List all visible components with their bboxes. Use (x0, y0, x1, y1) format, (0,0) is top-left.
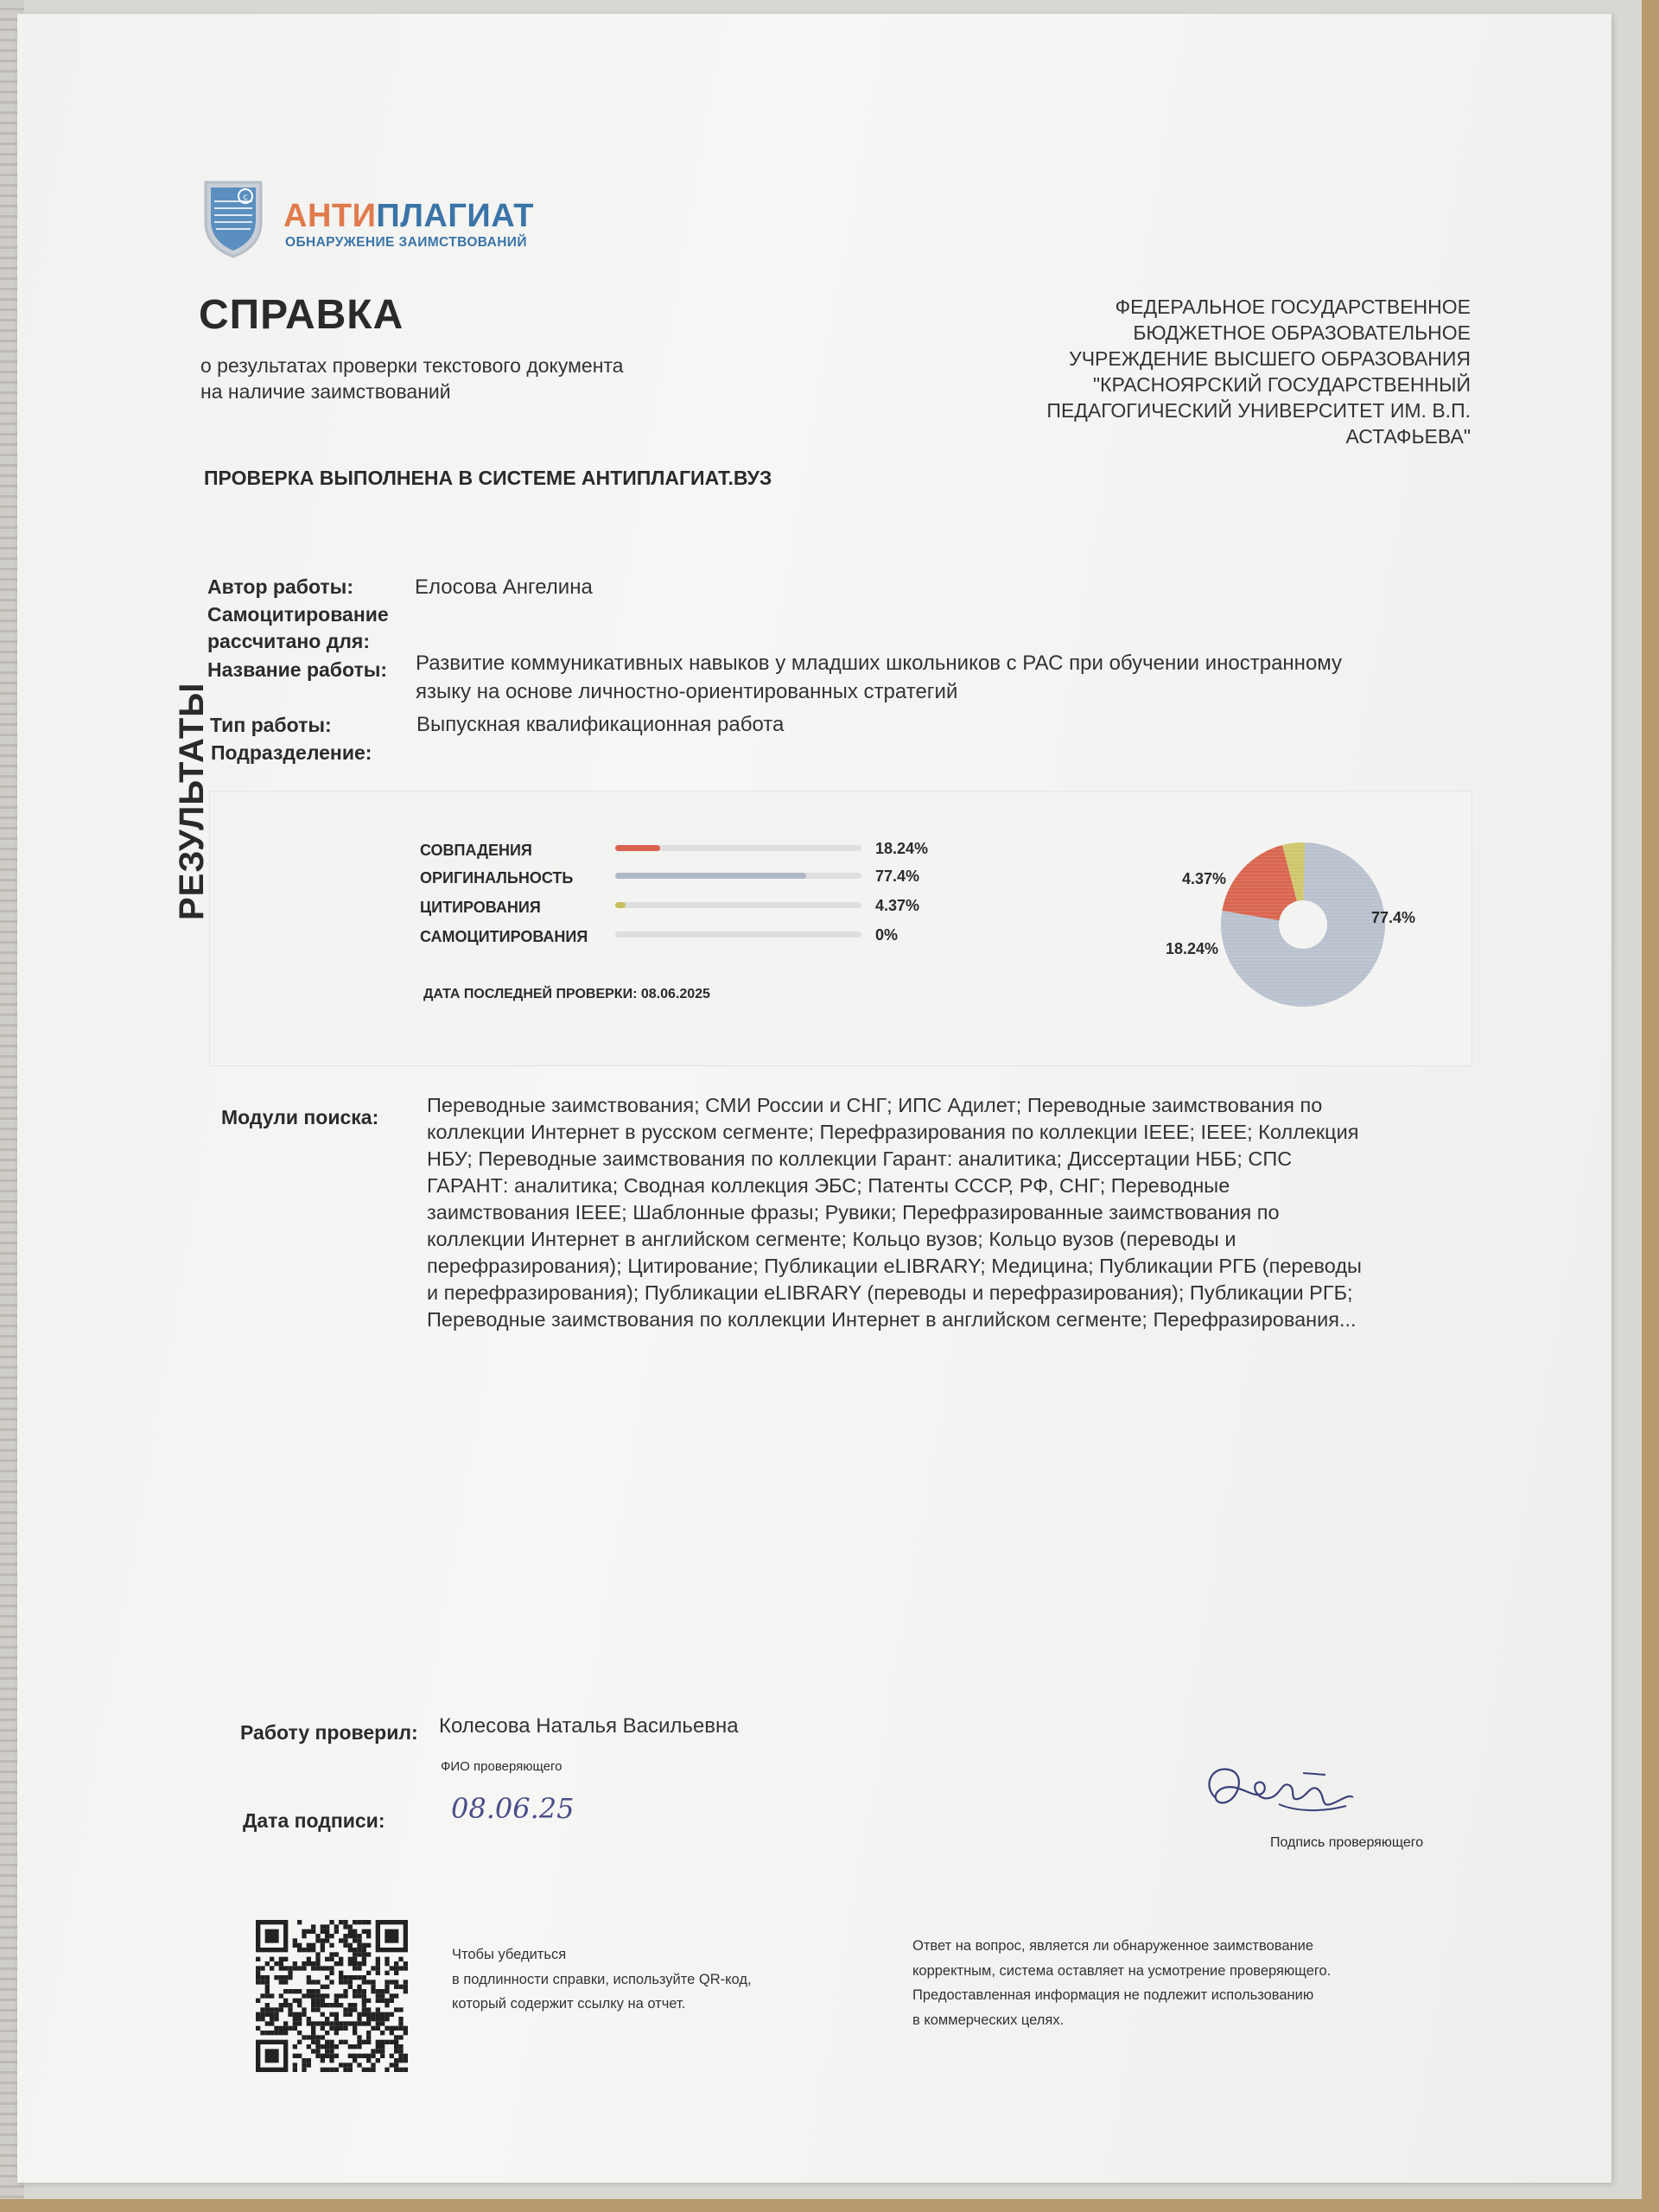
metric-bar-fill (615, 873, 806, 879)
modules-line: заимствования IEEE; Шаблонные фразы; Рувики; Перефразированные заимствования по (427, 1201, 1280, 1224)
disclaimer-line: корректным, система оставляет на усмотрение проверяющего. (912, 1962, 1332, 1979)
pie-label-matches: 18.24% (1166, 940, 1219, 957)
modules-line: Переводные заимствования по коллекции Интернет в английском сегменте; Перефразирования... (427, 1308, 1357, 1331)
selfcite-label-line: рассчитано для: (207, 630, 370, 652)
metric-value: 0% (875, 926, 899, 944)
organization-name (1011, 294, 1471, 449)
logo-wordmark: АНТИПЛАГИАТ (283, 198, 534, 234)
disclaimer-line: в коммерческих целях. (912, 2012, 1065, 2028)
last-check-date: ДАТА ПОСЛЕДНЕЙ ПРОВЕРКИ: 08.06.2025 (423, 987, 710, 1001)
qr-note-line: который содержит ссылку на отчет. (452, 1996, 686, 2012)
metric-bar-fill (615, 845, 660, 851)
work-type-value: Выпускная квалификационная работа (416, 713, 785, 736)
work-type-label: Тип работы: (210, 714, 332, 736)
signature-caption: Подпись проверяющего (1270, 1835, 1424, 1850)
work-title-line: Развитие коммуникативных навыков у младших школьников с РАС при обучении иностранному (416, 652, 1343, 675)
metric-bar-track (615, 873, 861, 879)
metric-value: 77.4% (875, 868, 920, 885)
modules-line: перефразирования); Цитирование; Публикации eLIBRARY; Медицина; Публикации РГБ (переводы (427, 1255, 1362, 1277)
metric-value: 4.37% (875, 897, 920, 914)
work-title-label: Название работы: (207, 658, 388, 681)
qr-note-line: в подлинности справки, используйте QR-код, (452, 1971, 752, 1987)
results-heading: РЕЗУЛЬТАТЫ (173, 682, 211, 920)
metric-bar-fill (615, 902, 626, 908)
metric-bar-track (615, 902, 861, 908)
modules-line: коллекции Интернет в английском сегменте; Кольцо вузов; Кольцо вузов (переводы и (427, 1228, 1236, 1250)
org-line: "КРАСНОЯРСКИЙ ГОСУДАРСТВЕННЫЙ (1092, 373, 1471, 396)
disclaimer-line: Предоставленная информация не подлежит использованию (912, 1987, 1314, 2003)
metric-label: ЦИТИРОВАНИЯ (420, 899, 541, 916)
modules-line: Переводные заимствования; СМИ России и СНГ; ИПС Адилет; Переводные заимствования по (427, 1094, 1323, 1116)
selfcite-label-line: Самоцитирование (207, 603, 389, 626)
verification-qr-code (256, 1920, 408, 2072)
org-line: ФЕДЕРАЛЬНОЕ ГОСУДАРСТВЕННОЕ (1115, 296, 1471, 318)
disclaimer (912, 1934, 1331, 2032)
modules-label: Модули поиска: (221, 1106, 379, 1128)
logo-tagline: ОБНАРУЖЕНИЕ ЗАИМСТВОВАНИЙ (285, 235, 527, 250)
org-line: БЮДЖЕТНОЕ ОБРАЗОВАТЕЛЬНОЕ (1133, 321, 1471, 344)
metric-label: ОРИГИНАЛЬНОСТЬ (420, 869, 574, 887)
checked-by-label: Работу проверил: (240, 1721, 418, 1744)
pie-label-citations: 4.37% (1182, 870, 1227, 887)
handwritten-signature (1199, 1759, 1372, 1828)
disclaimer-line: Ответ на вопрос, является ли обнаруженное заимствование (912, 1938, 1314, 1954)
metric-value: 18.24% (875, 840, 929, 857)
org-line: ПЕДАГОГИЧЕСКИЙ УНИВЕРСИТЕТ ИМ. В.П. (1046, 399, 1471, 422)
modules-line: ГАРАНТ: аналитика; Сводная коллекция ЭБС; Патенты СССР, РФ, СНГ; Переводные (427, 1174, 1230, 1197)
author-label: Автор работы: (207, 575, 353, 598)
metric-bar-track (615, 931, 861, 938)
metric-label: САМОЦИТИРОВАНИЯ (420, 928, 588, 945)
qr-note-line: Чтобы убедиться (452, 1947, 567, 1962)
modules-line: и перефразирования); Публикации eLIBRARY (переводы и перефразирования); Публикации РГБ; (427, 1281, 1353, 1304)
subtitle-line: о результатах проверки текстового документа (200, 354, 624, 377)
fio-caption: ФИО проверяющего (441, 1759, 563, 1774)
subtitle-line: на наличие заимствований (200, 380, 451, 403)
metric-label: СОВПАДЕНИЯ (420, 842, 532, 859)
sign-date-value: 08.06.25 (451, 1792, 575, 1825)
sign-date-label: Дата подписи: (243, 1809, 385, 1832)
qr-note (452, 1942, 752, 2017)
page-title: СПРАВКА (199, 292, 404, 338)
metric-bar-track (615, 845, 861, 851)
author-value: Елосова Ангелина (415, 575, 593, 599)
svg-text:c: c (243, 193, 248, 202)
org-line: УЧРЕЖДЕНИЕ ВЫСШЕГО ОБРАЗОВАНИЯ (1069, 347, 1471, 370)
work-title-line: языку на основе личностно-ориентированных стратегий (416, 680, 958, 703)
division-label: Подразделение: (211, 741, 372, 764)
antiplagiat-shield-icon (200, 177, 266, 260)
system-check-heading: ПРОВЕРКА ВЫПОЛНЕНА В СИСТЕМЕ АНТИПЛАГИАТ.ВУЗ (204, 467, 772, 489)
checked-by-value: Колесова Наталья Васильевна (439, 1714, 739, 1738)
work-title-value (416, 649, 1470, 706)
page-subtitle (200, 353, 736, 404)
pie-label-originality: 77.4% (1371, 909, 1416, 926)
modules-line: коллекции Интернет в русском сегменте; Перефразирования по коллекции IEEE; IEEE; Коллекция (427, 1121, 1359, 1143)
org-line: АСТАФЬЕВА" (1345, 425, 1471, 448)
modules-list (427, 1092, 1471, 1333)
modules-line: НБУ; Переводные заимствования по коллекции Гарант: аналитика; Диссертации НББ; СПС (427, 1147, 1293, 1170)
selfcite-label (207, 601, 406, 655)
